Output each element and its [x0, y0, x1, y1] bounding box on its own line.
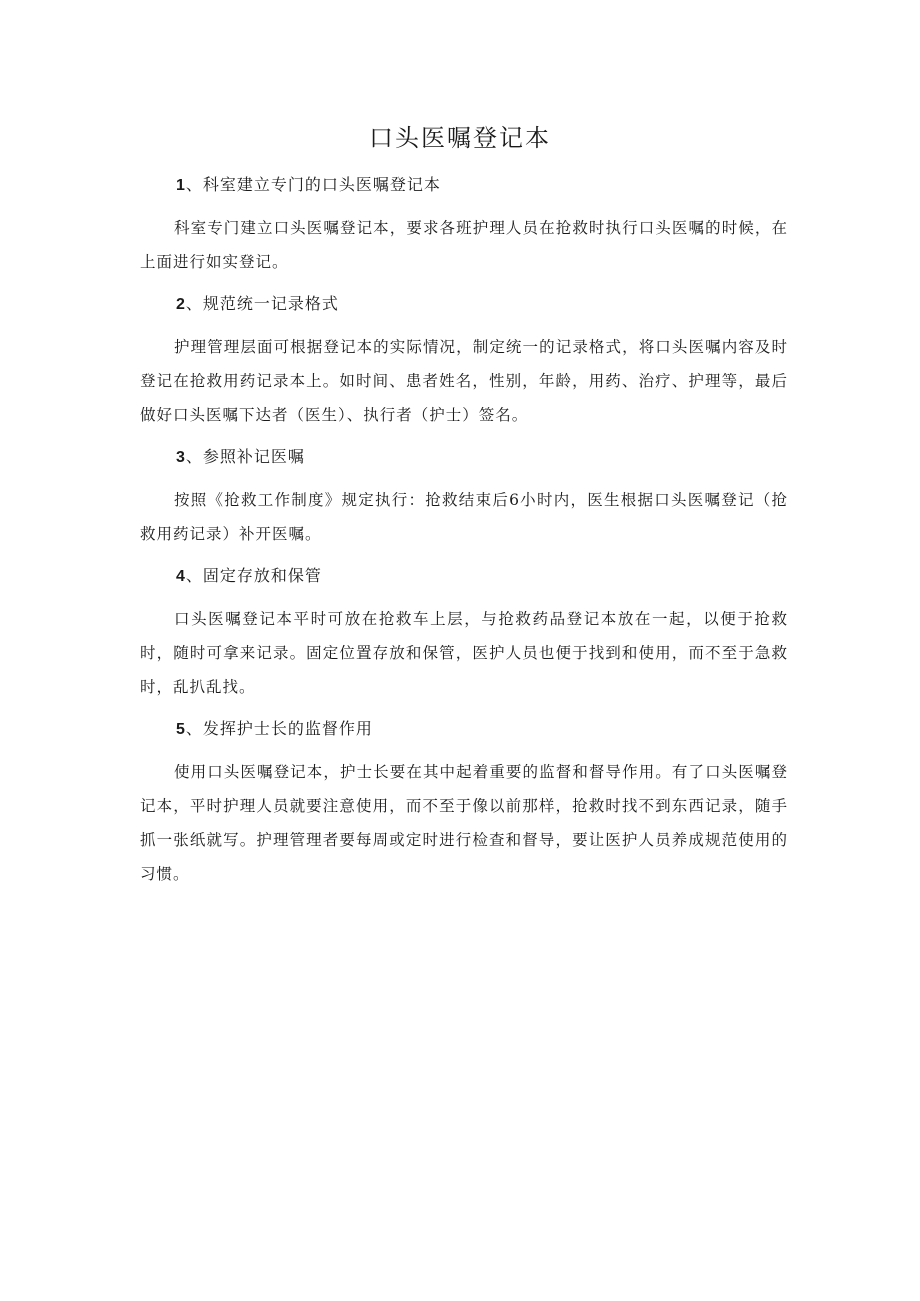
section-number: 5	[176, 721, 186, 738]
section-heading	[176, 440, 788, 475]
section-heading-text: 、固定存放和保管	[185, 566, 322, 585]
section-paragraph: 按照《抢救工作制度》规定执行：抢救结束后6小时内，医生根据口头医嘱登记（抢救用药记录）补开医嘱。	[140, 491, 788, 543]
page-title: 口头医嘱登记本	[369, 124, 551, 152]
section-number: 4	[176, 568, 186, 585]
document-body	[140, 168, 788, 899]
section-heading-text: 、科室建立专门的口头医嘱登记本	[185, 175, 441, 194]
section-paragraph: 护理管理层面可根据登记本的实际情况，制定统一的记录格式，将口头医嘱内容及时登记在抢救用药记录本上。如时间、患者姓名，性别，年龄，用药、治疗、护理等，最后做好口头医嘱下达者（医生）、执行者（护士）签名。	[140, 338, 788, 424]
section-heading-text: 、规范统一记录格式	[185, 294, 339, 313]
section-paragraph: 使用口头医嘱登记本，护士长要在其中起着重要的监督和督导作用。有了口头医嘱登记本，平时护理人员就要注意使用，而不至于像以前那样，抢救时找不到东西记录，随手抓一张纸就写。护理管理者要每周或定时进行检查和督导，要让医护人员养成规范使用的习惯。	[140, 763, 788, 883]
section-5	[140, 712, 788, 891]
section-3	[140, 440, 788, 551]
section-heading	[176, 168, 788, 203]
section-heading	[176, 712, 788, 747]
section-heading-text: 、参照补记医嘱	[185, 447, 305, 466]
section-heading-text: 、发挥护士长的监督作用	[185, 719, 373, 738]
section-number: 3	[176, 449, 186, 466]
section-paragraph: 科室专门建立口头医嘱登记本，要求各班护理人员在抢救时执行口头医嘱的时候，在上面进行如实登记。	[140, 219, 788, 271]
section-heading	[176, 559, 788, 594]
section-1	[140, 168, 788, 279]
section-2	[140, 287, 788, 432]
section-4	[140, 559, 788, 704]
section-number: 1	[176, 177, 186, 194]
section-number: 2	[176, 296, 186, 313]
section-heading	[176, 287, 788, 322]
section-paragraph: 口头医嘱登记本平时可放在抢救车上层，与抢救药品登记本放在一起，以便于抢救时，随时可拿来记录。固定位置存放和保管，医护人员也便于找到和使用，而不至于急救时，乱扒乱找。	[140, 610, 788, 696]
